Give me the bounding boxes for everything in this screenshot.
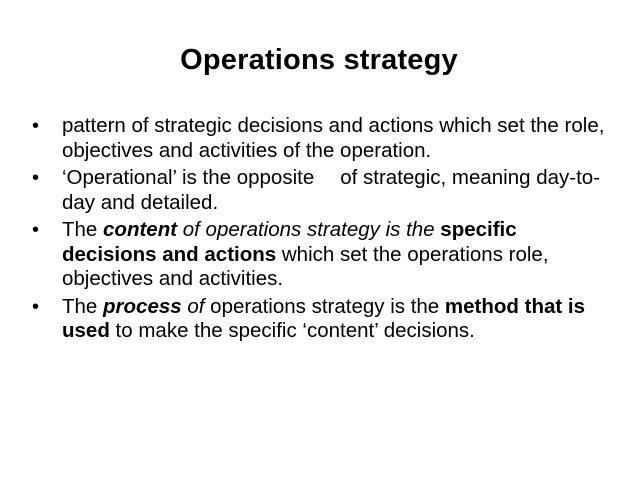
emphasis-content: content [103,218,178,241]
bullet-icon: • [32,219,40,241]
slide-title: Operations strategy [180,44,458,76]
bullet-item-4 [32,295,612,344]
bullet-text: The [62,294,104,318]
bullet-icon: • [32,167,40,189]
bullet-text: ‘Operational’ is the opposite [62,166,315,189]
bullet-item-1 [32,114,612,163]
emphasis-process: process [103,294,182,318]
bullet-item-3 [32,218,612,292]
bullet-list [32,114,612,347]
bullet-text-italic: of [181,294,205,318]
bullet-text-italic: of operations strategy is the [177,218,441,241]
bullet-text: which set the operations role, objectives and activities. [62,242,549,290]
emphasis-specific-decisions: specific decisions and actions [62,218,517,266]
bullet-text: of strategic, meaning day-to-day and detailed. [62,166,601,214]
bullet-text: to make the specific ‘content’ decisions. [109,319,475,342]
bullet-icon: • [32,295,40,318]
bullet-item-2 [32,166,612,215]
bullet-icon: • [32,115,40,137]
bullet-text: pattern of strategic decisions and actions which set the role, objectives and activities of the operation. [62,114,605,162]
bullet-text: operations strategy is the [204,294,445,318]
bullet-text: The [62,218,104,241]
emphasis-method: method that is used [62,294,585,342]
